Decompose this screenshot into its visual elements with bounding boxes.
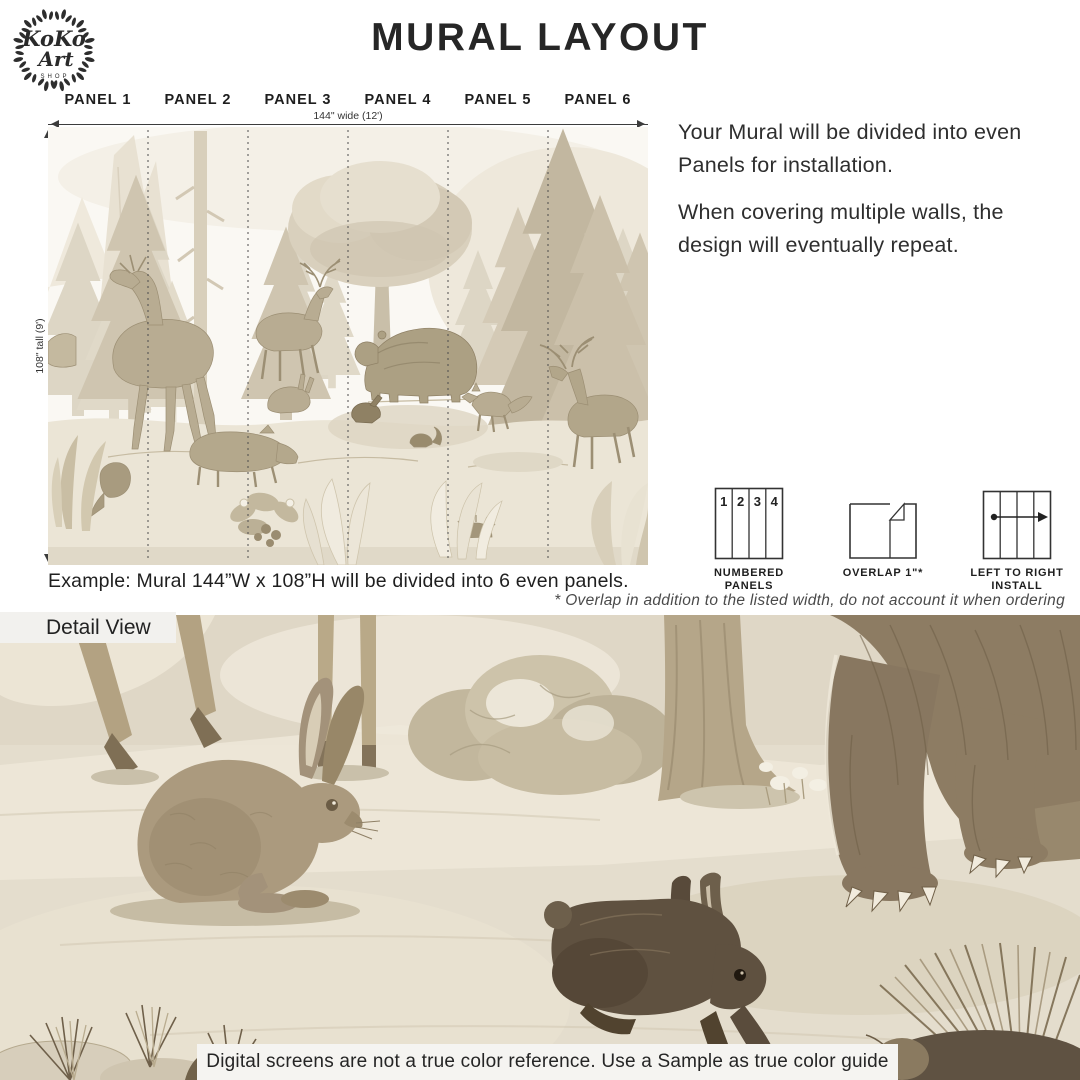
- logo-text-koko: KoKo: [22, 26, 86, 51]
- info-paragraph-2: When covering multiple walls, the design will eventually repeat.: [678, 200, 1004, 257]
- detail-view-label: Detail View: [0, 612, 176, 643]
- overlap-icon: [848, 496, 918, 560]
- overlap-group: [843, 487, 923, 593]
- page-title: MURAL LAYOUT: [371, 16, 709, 59]
- instruction-icons-row: [697, 487, 1069, 593]
- overlap-footnote: * Overlap in addition to the listed width, do not account it when ordering: [554, 592, 1065, 609]
- numbered-panels-group: [697, 487, 801, 593]
- panel-number-3: 3: [753, 494, 762, 509]
- panel-number-1: 1: [720, 494, 728, 509]
- panel-4-label: PANEL 4: [364, 92, 432, 108]
- example-caption: Example: Mural 144”W x 108”H will be divided into 6 even panels.: [48, 570, 629, 592]
- left-to-right-install-label: LEFT TO RIGHT INSTALL: [970, 567, 1064, 592]
- info-paragraph-1: Your Mural will be divided into even Panels for installation.: [678, 120, 1022, 177]
- overlap-label: OVERLAP 1"*: [842, 567, 924, 579]
- installation-info: [678, 116, 1070, 276]
- numbered-panels-icon: [714, 487, 784, 560]
- mural-forest-illustration: [48, 127, 648, 565]
- panel-3-label: PANEL 3: [264, 92, 332, 108]
- mural-preview-image: [48, 127, 648, 565]
- width-dimension-label: 144" wide (12'): [308, 110, 387, 122]
- detail-view-image: [0, 615, 1080, 1080]
- height-dimension-label: 108" tall (9'): [34, 318, 46, 374]
- panel-1-label: PANEL 1: [64, 92, 132, 108]
- panel-number-2: 2: [736, 494, 745, 509]
- panel-labels-row: [48, 92, 648, 108]
- numbered-panels-label: NUMBERED PANELS: [714, 567, 784, 592]
- left-to-right-group: [965, 487, 1069, 593]
- panel-6-label: PANEL 6: [564, 92, 632, 108]
- mural-partial-deer: [48, 334, 76, 368]
- detail-illustration: [0, 615, 1080, 1080]
- panel-5-label: PANEL 5: [464, 92, 532, 108]
- color-disclaimer-banner: Digital screens are not a true color reference. Use a Sample as true color guide: [197, 1044, 898, 1080]
- logo-text-art: Art: [38, 47, 74, 71]
- logo-text-shop: SHOP: [40, 74, 70, 80]
- width-dimension-line: [48, 110, 648, 125]
- left-to-right-install-icon: [982, 490, 1052, 560]
- panel-2-label: PANEL 2: [164, 92, 232, 108]
- panel-number-4: 4: [770, 494, 778, 509]
